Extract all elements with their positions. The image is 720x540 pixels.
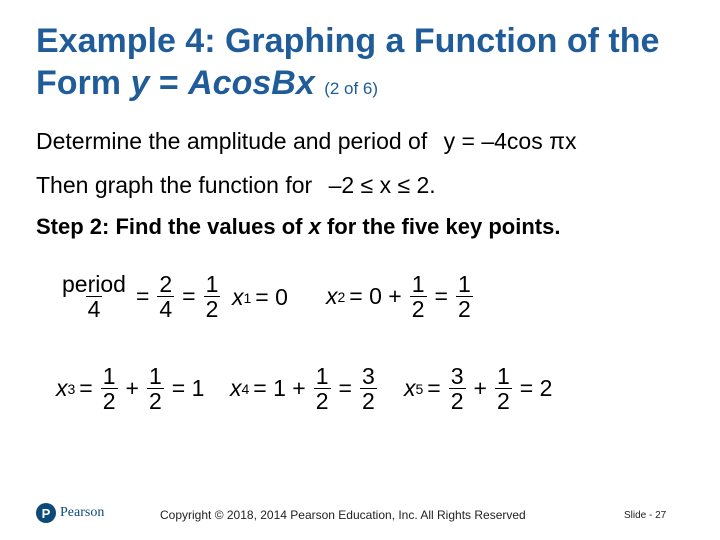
title-y: y (130, 64, 150, 102)
variable: x (404, 375, 416, 401)
pearson-logo-icon: P (36, 503, 56, 523)
numerator: 1 (315, 363, 329, 389)
step-heading (36, 214, 560, 240)
fraction (147, 364, 164, 413)
operator: = (79, 375, 93, 401)
operator: = 0 + (349, 283, 402, 309)
step-prefix: Step 2: Find the values of (36, 214, 309, 239)
step-suffix: for the five key points. (320, 214, 561, 239)
denominator: 2 (411, 296, 425, 322)
subscript: 1 (243, 289, 252, 306)
rhs: = 2 (519, 375, 553, 401)
numerator: period (62, 271, 126, 297)
numerator: 1 (411, 271, 425, 297)
numerator: 1 (457, 271, 471, 297)
slide-number: Slide - 27 (624, 510, 667, 521)
subscript: 3 (67, 380, 76, 397)
denominator: 2 (361, 388, 375, 414)
denominator: 2 (457, 296, 471, 322)
prompt-line-2 (36, 172, 436, 199)
prompt-text-2: Then graph the function for (36, 172, 313, 198)
operator: = (427, 375, 441, 401)
x1-equation (232, 284, 292, 311)
domain-expression: –2 ≤ x ≤ 2. (328, 172, 436, 198)
x4-equation (230, 364, 381, 413)
operator: = 1 + (253, 375, 306, 401)
x2-equation (326, 272, 477, 321)
operator: + (125, 375, 139, 401)
subscript: 5 (415, 380, 424, 397)
variable: x (56, 375, 68, 401)
slide-title (36, 20, 696, 110)
denominator: 2 (496, 388, 510, 414)
fraction (101, 364, 118, 413)
fraction (157, 272, 174, 321)
operator: = (182, 283, 196, 309)
title-part: (2 of 6) (324, 79, 379, 98)
operator: + (473, 375, 487, 401)
denominator: 2 (102, 388, 116, 414)
prompt-text-1: Determine the amplitude and period of (36, 128, 428, 154)
operator: = (135, 283, 150, 309)
fraction (314, 364, 331, 413)
step-var: x (308, 214, 321, 239)
fraction (204, 272, 221, 321)
period-equation (56, 272, 224, 321)
denominator: 2 (450, 388, 464, 414)
fraction (449, 364, 466, 413)
x5-equation (404, 364, 556, 413)
denominator: 4 (159, 296, 173, 322)
copyright-text: Copyright © 2018, 2014 Pearson Education, Inc. All Rights Reserved (160, 508, 526, 522)
rhs: = 0 (255, 284, 288, 310)
prompt-line-1 (36, 128, 577, 155)
numerator: 3 (450, 363, 464, 389)
subscript: 2 (337, 288, 346, 305)
subscript: 4 (241, 380, 250, 397)
pearson-logo-text: Pearson (60, 505, 105, 520)
numerator: 1 (102, 363, 116, 389)
denominator: 2 (315, 388, 329, 414)
numerator: 1 (205, 271, 219, 297)
function-expression: y = –4cos πx (443, 128, 577, 154)
numerator: 3 (361, 363, 375, 389)
denominator: 2 (148, 388, 162, 414)
operator: = (434, 283, 448, 309)
denominator: 4 (87, 296, 101, 322)
title-eq: = (149, 64, 189, 102)
fraction (410, 272, 427, 321)
rhs: = 1 (171, 375, 205, 401)
variable: x (232, 284, 244, 310)
fraction (495, 364, 512, 413)
operator: = (338, 375, 352, 401)
fraction (360, 364, 377, 413)
x3-equation (56, 364, 208, 413)
variable: x (230, 375, 242, 401)
numerator: 1 (148, 363, 162, 389)
pearson-logo (36, 503, 104, 523)
numerator: 1 (496, 363, 510, 389)
title-bx: Bx (271, 64, 315, 102)
title-text: Example 4: Graphing a Function of the Form (36, 22, 660, 102)
denominator: 2 (205, 296, 219, 322)
variable: x (326, 283, 338, 309)
fraction (60, 272, 128, 321)
title-acos: Acos (188, 64, 272, 102)
fraction (456, 272, 473, 321)
numerator: 2 (159, 271, 173, 297)
